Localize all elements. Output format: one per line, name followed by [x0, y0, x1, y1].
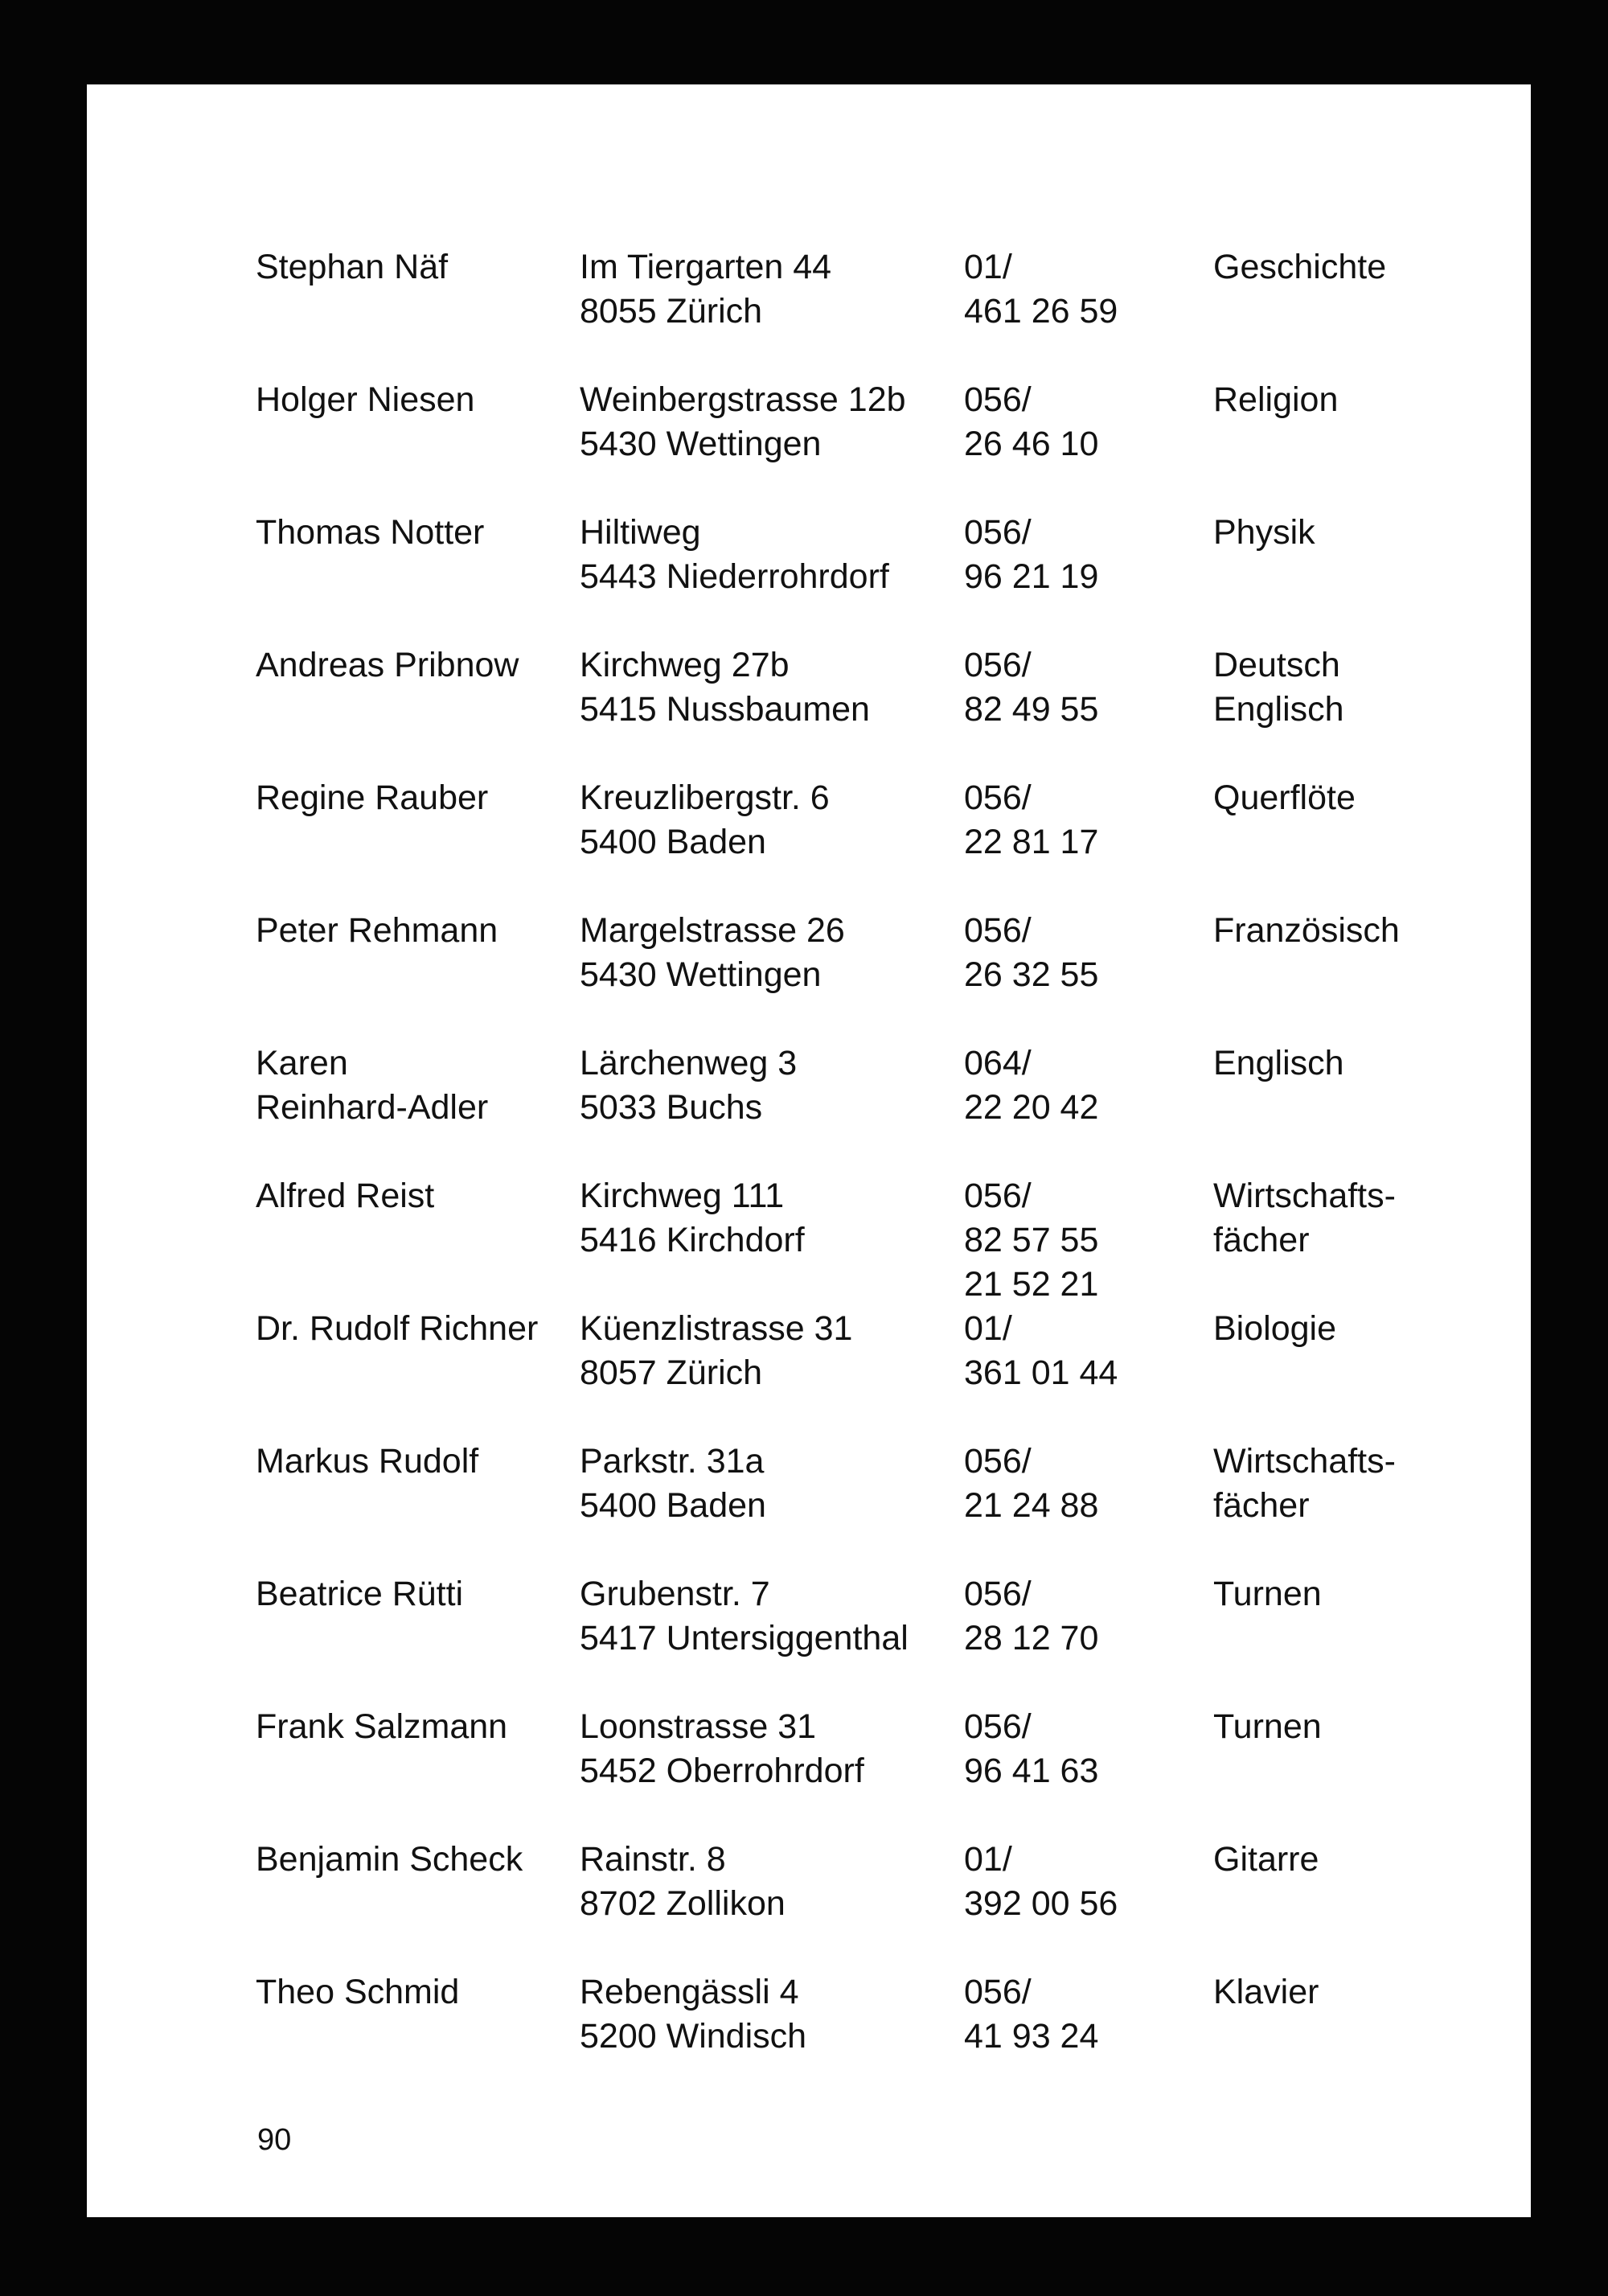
entry-address-line: 5430 Wettingen [580, 955, 822, 994]
entry-phone-line: 392 00 56 [964, 1884, 1118, 1923]
entry-address-line: Küenzlistrasse 31 [580, 1309, 853, 1348]
entry-name-line: Karen [256, 1044, 348, 1082]
directory-entry [256, 1838, 1510, 1970]
entry-address-line: 8057 Zürich [580, 1353, 763, 1392]
entry-subject-line: Gitarre [1213, 1840, 1319, 1879]
entry-address-line: Parkstr. 31a [580, 1442, 765, 1481]
entry-name-line: Thomas Notter [256, 513, 485, 552]
entry-subject [1213, 1440, 1503, 1572]
entry-phone-line: 056/ [964, 1575, 1032, 1613]
entry-name-line: Regine Rauber [256, 778, 489, 817]
directory-entry [256, 1440, 1510, 1572]
entry-phone-line: 82 57 55 [964, 1221, 1099, 1259]
entry-address-line: Kirchweg 27b [580, 646, 790, 684]
entry-phone [964, 378, 1213, 511]
entry-subject-line: Wirtschafts- [1213, 1177, 1396, 1215]
entry-subject-line: Französisch [1213, 911, 1400, 950]
entry-address-line: Rebengässli 4 [580, 1973, 799, 2011]
page-number: 90 [257, 2123, 292, 2157]
entry-address [580, 378, 964, 511]
entry-subject [1213, 1970, 1503, 2103]
entry-address-line: 5416 Kirchdorf [580, 1221, 805, 1259]
entry-address-line: 5400 Baden [580, 823, 766, 861]
entry-name [256, 1838, 580, 1970]
entry-subject [1213, 245, 1503, 378]
entry-subject [1213, 1838, 1503, 1970]
entry-address-line: Hiltiweg [580, 513, 701, 552]
directory-entry [256, 1307, 1510, 1440]
entry-address-line: Lärchenweg 3 [580, 1044, 798, 1082]
directory-entry [256, 511, 1510, 643]
document-page [87, 84, 1531, 2217]
entry-phone [964, 1041, 1213, 1174]
entry-address [580, 643, 964, 776]
entry-subject-line: Klavier [1213, 1973, 1319, 2011]
entry-name [256, 776, 580, 909]
entry-phone-line: 056/ [964, 380, 1032, 419]
entry-phone-line: 01/ [964, 248, 1012, 286]
entry-name [256, 643, 580, 776]
entry-name-line: Peter Rehmann [256, 911, 498, 950]
entry-name [256, 1572, 580, 1705]
entry-name-line: Holger Niesen [256, 380, 475, 419]
entry-phone-line: 056/ [964, 1707, 1032, 1746]
entry-address-line: 5443 Niederrohrdorf [580, 557, 889, 596]
directory-entry [256, 245, 1510, 378]
entry-subject-line: Physik [1213, 513, 1315, 552]
entry-subject-line: fächer [1213, 1221, 1310, 1259]
entry-phone [964, 909, 1213, 1041]
entry-address [580, 1174, 964, 1307]
entry-name-line: Stephan Näf [256, 248, 449, 286]
entry-subject [1213, 1307, 1503, 1440]
entry-address-line: 5415 Nussbaumen [580, 690, 870, 729]
entry-subject-line: Turnen [1213, 1707, 1322, 1746]
entry-address-line: Weinbergstrasse 12b [580, 380, 906, 419]
entry-address-line: 5033 Buchs [580, 1088, 763, 1127]
entry-subject-line: fächer [1213, 1486, 1310, 1525]
entry-phone-line: 22 20 42 [964, 1088, 1099, 1127]
entry-name-line: Benjamin Scheck [256, 1840, 523, 1879]
entry-name-line: Frank Salzmann [256, 1707, 508, 1746]
entry-phone-line: 21 24 88 [964, 1486, 1099, 1525]
entry-address [580, 776, 964, 909]
entry-subject [1213, 378, 1503, 511]
entry-phone [964, 1705, 1213, 1838]
entry-phone-line: 361 01 44 [964, 1353, 1118, 1392]
entry-phone-line: 461 26 59 [964, 292, 1118, 331]
entry-phone-line: 26 46 10 [964, 425, 1099, 463]
entry-address [580, 1041, 964, 1174]
address-directory [256, 245, 1510, 2103]
entry-address-line: Im Tiergarten 44 [580, 248, 832, 286]
entry-phone-line: 28 12 70 [964, 1619, 1099, 1657]
entry-address-line: Kirchweg 111 [580, 1177, 785, 1215]
entry-name-line: Dr. Rudolf Richner [256, 1309, 539, 1348]
entry-name-line: Theo Schmid [256, 1973, 460, 2011]
entry-name [256, 909, 580, 1041]
directory-entry [256, 1970, 1510, 2103]
entry-phone [964, 643, 1213, 776]
entry-subject-line: Englisch [1213, 690, 1344, 729]
entry-subject [1213, 511, 1503, 643]
entry-name [256, 1041, 580, 1174]
entry-phone [964, 1440, 1213, 1572]
entry-subject-line: Geschichte [1213, 248, 1387, 286]
entry-address [580, 245, 964, 378]
entry-phone-line: 01/ [964, 1309, 1012, 1348]
entry-address-line: 5417 Untersiggenthal [580, 1619, 909, 1657]
entry-phone-line: 056/ [964, 646, 1032, 684]
entry-name-line: Markus Rudolf [256, 1442, 479, 1481]
entry-address-line: Margelstrasse 26 [580, 911, 845, 950]
entry-subject [1213, 909, 1503, 1041]
entry-phone-line: 26 32 55 [964, 955, 1099, 994]
entry-address [580, 909, 964, 1041]
entry-phone-line: 96 21 19 [964, 557, 1099, 596]
entry-subject [1213, 1572, 1503, 1705]
entry-address [580, 1838, 964, 1970]
entry-phone [964, 1174, 1213, 1307]
entry-address-line: Loonstrasse 31 [580, 1707, 817, 1746]
entry-name [256, 1705, 580, 1838]
entry-subject [1213, 1041, 1503, 1174]
entry-address-line: Grubenstr. 7 [580, 1575, 770, 1613]
directory-entry [256, 909, 1510, 1041]
entry-address [580, 1705, 964, 1838]
entry-phone-line: 22 81 17 [964, 823, 1099, 861]
entry-subject-line: Englisch [1213, 1044, 1344, 1082]
directory-entry [256, 378, 1510, 511]
directory-entry [256, 1174, 1510, 1307]
directory-entry [256, 1041, 1510, 1174]
entry-subject-line: Querflöte [1213, 778, 1356, 817]
entry-address-line: 8702 Zollikon [580, 1884, 786, 1923]
entry-address-line: Rainstr. 8 [580, 1840, 726, 1879]
entry-phone-line: 21 52 21 [964, 1265, 1099, 1304]
entry-address-line: 5400 Baden [580, 1486, 766, 1525]
entry-subject-line: Religion [1213, 380, 1339, 419]
entry-subject-line: Turnen [1213, 1575, 1322, 1613]
entry-phone [964, 776, 1213, 909]
entry-phone-line: 056/ [964, 1177, 1032, 1215]
entry-name [256, 511, 580, 643]
entry-name [256, 1970, 580, 2103]
entry-address-line: Kreuzlibergstr. 6 [580, 778, 830, 817]
directory-entry [256, 643, 1510, 776]
entry-subject-line: Deutsch [1213, 646, 1340, 684]
directory-entry [256, 1572, 1510, 1705]
entry-subject [1213, 776, 1503, 909]
entry-phone-line: 056/ [964, 513, 1032, 552]
entry-name [256, 1174, 580, 1307]
entry-phone-line: 056/ [964, 1973, 1032, 2011]
entry-subject [1213, 1174, 1503, 1307]
entry-phone [964, 245, 1213, 378]
entry-name [256, 1440, 580, 1572]
directory-entry [256, 776, 1510, 909]
entry-address-line: 8055 Zürich [580, 292, 763, 331]
entry-name [256, 245, 580, 378]
entry-address-line: 5452 Oberrohrdorf [580, 1752, 864, 1790]
entry-phone [964, 1572, 1213, 1705]
entry-phone [964, 1838, 1213, 1970]
entry-phone [964, 1307, 1213, 1440]
entry-address [580, 1572, 964, 1705]
entry-name [256, 1307, 580, 1440]
entry-phone-line: 056/ [964, 911, 1032, 950]
entry-address [580, 1307, 964, 1440]
entry-subject-line: Biologie [1213, 1309, 1336, 1348]
entry-name-line: Andreas Pribnow [256, 646, 519, 684]
entry-subject-line: Wirtschafts- [1213, 1442, 1396, 1481]
entry-subject [1213, 1705, 1503, 1838]
entry-phone-line: 01/ [964, 1840, 1012, 1879]
entry-phone-line: 82 49 55 [964, 690, 1099, 729]
entry-phone-line: 056/ [964, 1442, 1032, 1481]
entry-address [580, 511, 964, 643]
entry-address [580, 1970, 964, 2103]
entry-phone-line: 41 93 24 [964, 2017, 1099, 2056]
entry-name-line: Alfred Reist [256, 1177, 435, 1215]
entry-subject [1213, 643, 1503, 776]
entry-name [256, 378, 580, 511]
entry-address-line: 5430 Wettingen [580, 425, 822, 463]
entry-phone [964, 511, 1213, 643]
entry-address [580, 1440, 964, 1572]
entry-phone-line: 056/ [964, 778, 1032, 817]
entry-name-line: Beatrice Rütti [256, 1575, 464, 1613]
entry-phone-line: 064/ [964, 1044, 1032, 1082]
entry-phone [964, 1970, 1213, 2103]
entry-phone-line: 96 41 63 [964, 1752, 1099, 1790]
directory-entry [256, 1705, 1510, 1838]
entry-address-line: 5200 Windisch [580, 2017, 807, 2056]
entry-name-line: Reinhard-Adler [256, 1088, 489, 1127]
